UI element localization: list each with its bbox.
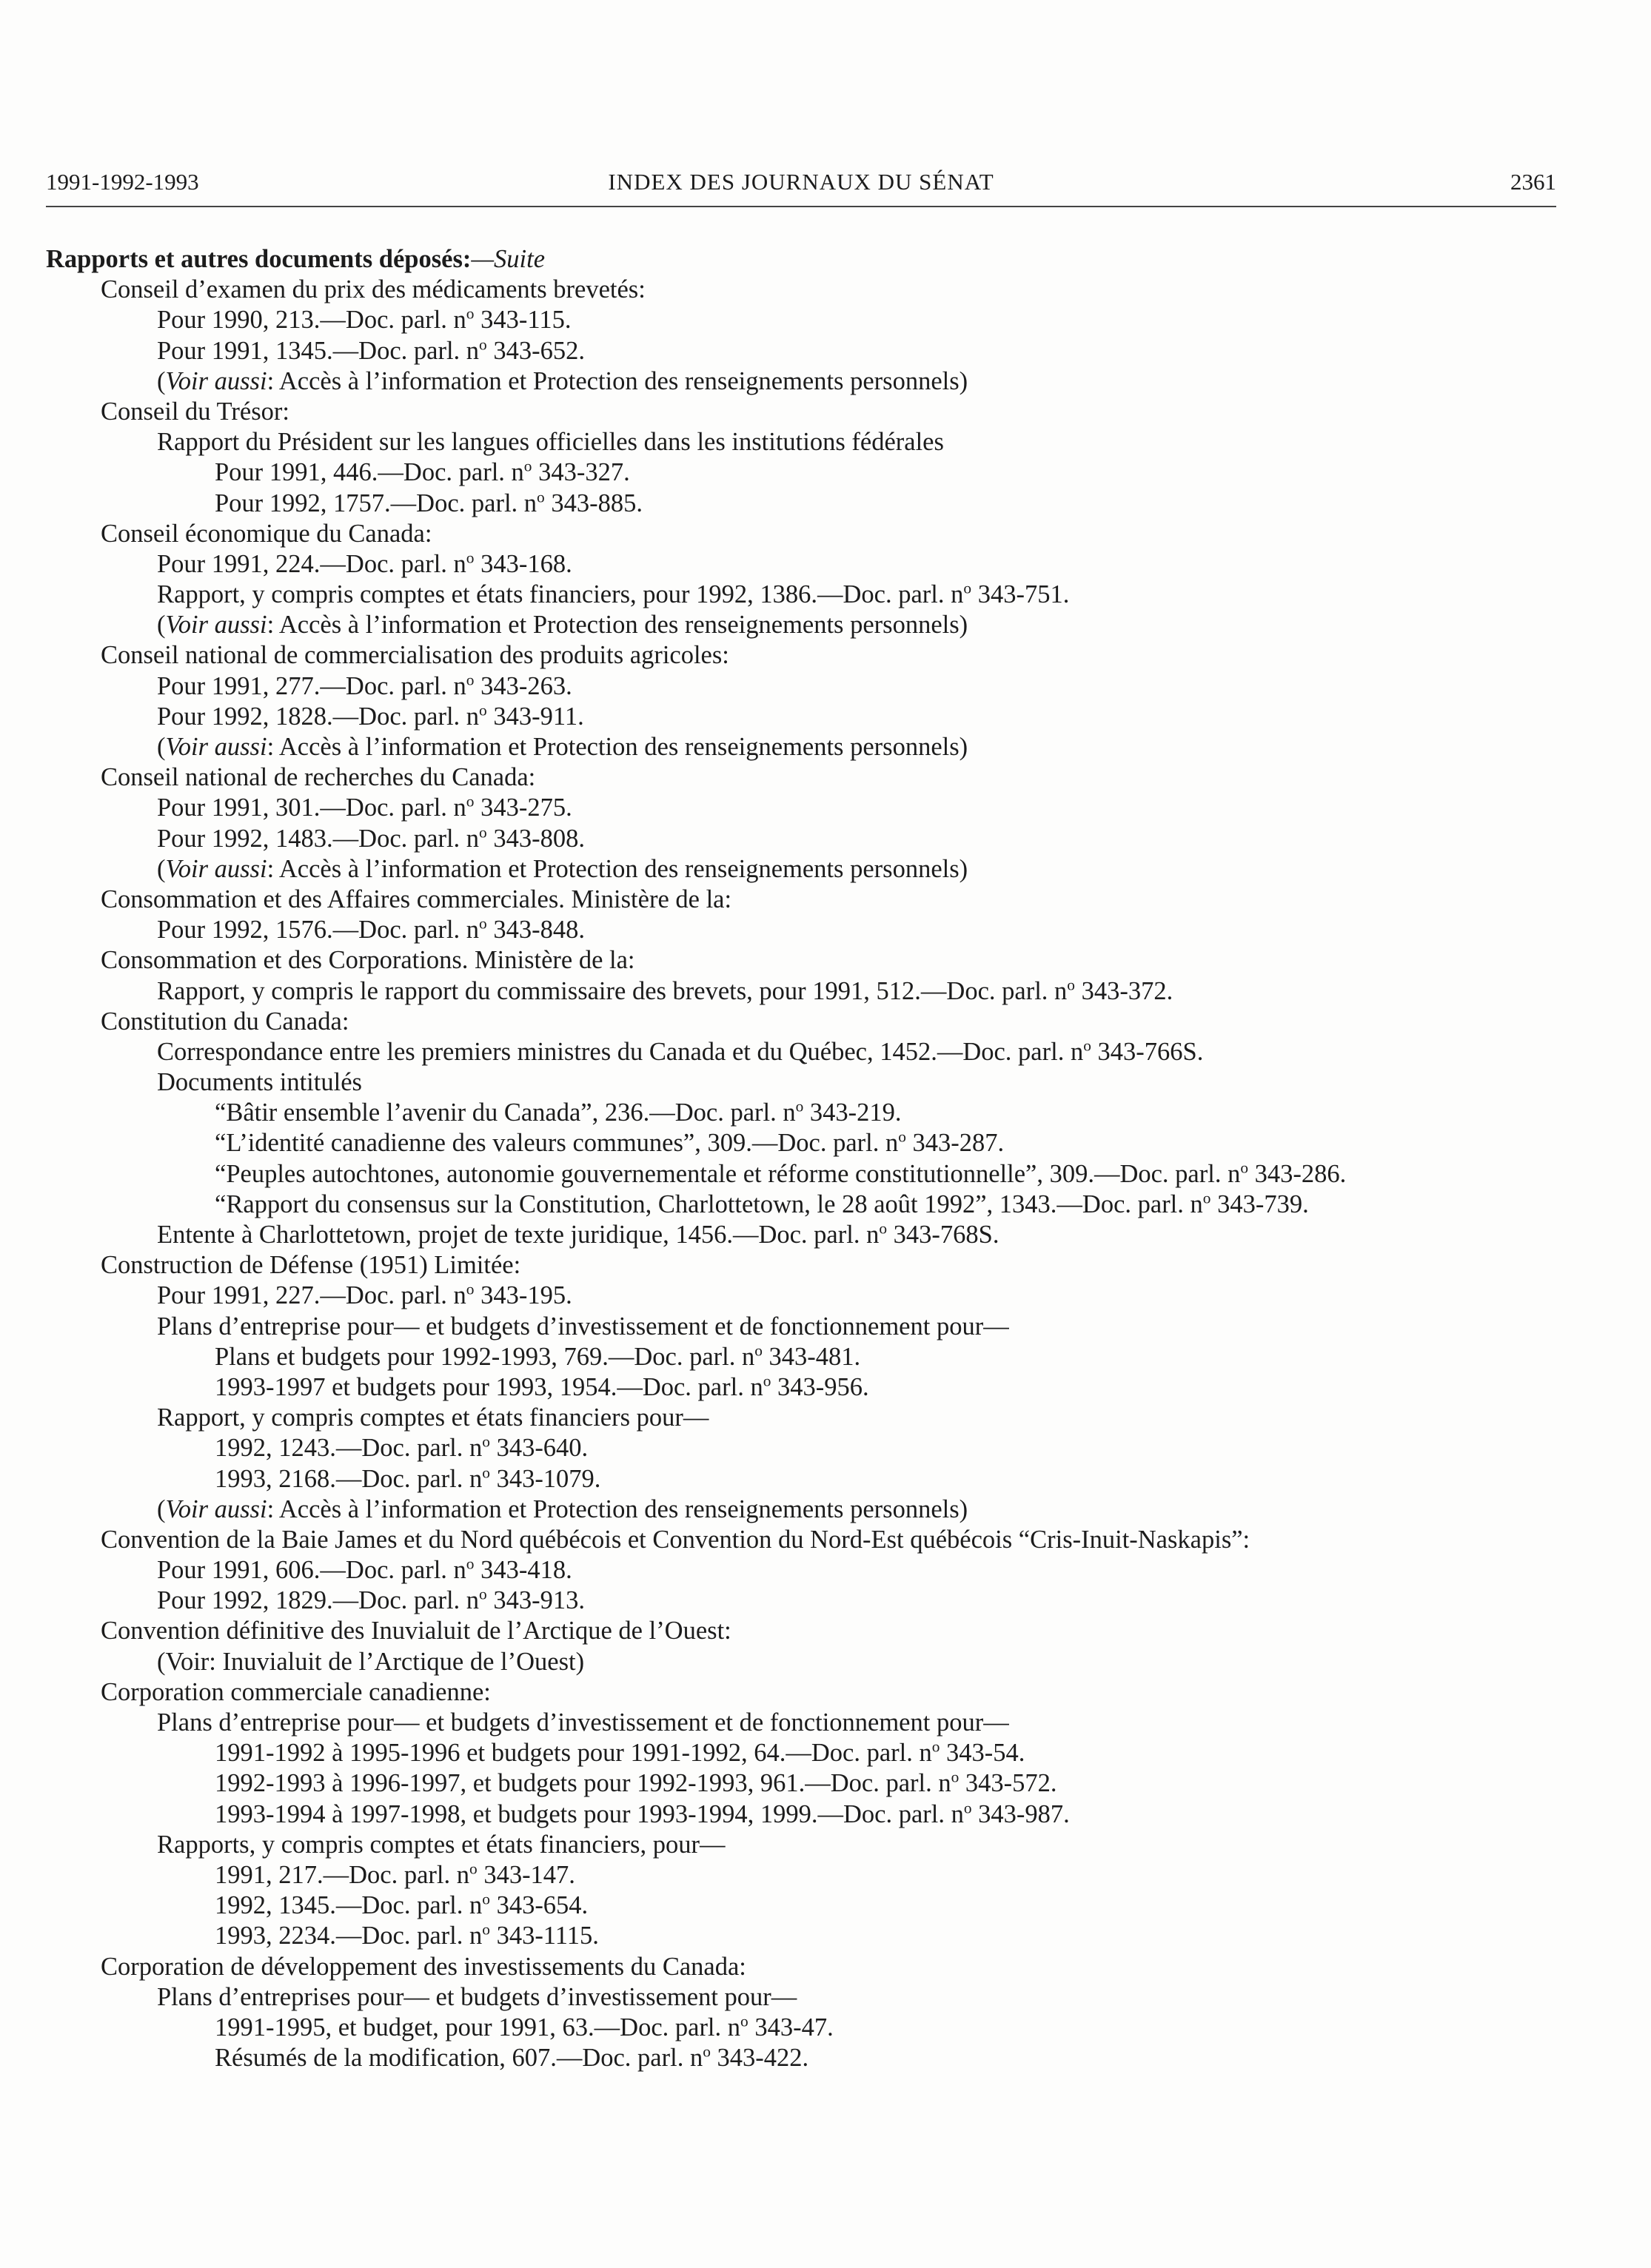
doc-number: 343-168. <box>474 549 572 578</box>
index-line <box>46 610 1608 640</box>
entry-text: Plans d’entreprises pour— et budgets d’investissement pour— <box>157 1982 797 2011</box>
index-line <box>46 1708 1608 1738</box>
entry-text: 1991, 217.—Doc. parl. n <box>215 1860 469 1889</box>
numero-superscript: o <box>479 914 487 933</box>
index-line <box>46 824 1608 854</box>
doc-number: 343-481. <box>762 1342 861 1371</box>
numero-superscript: o <box>482 1890 490 1908</box>
doc-number: 343-147. <box>477 1860 575 1889</box>
doc-number: 343-327. <box>532 458 630 487</box>
index-line <box>46 945 1608 976</box>
doc-number: 343-654. <box>489 1891 589 1920</box>
entry-text: Plans d’entreprise pour— et budgets d’investissement et de fonctionnement pour— <box>157 1312 1009 1341</box>
doc-number: 343-1079. <box>489 1464 601 1493</box>
entry-heading: Consommation et des Corporations. Ministère de la: <box>101 946 635 975</box>
numero-superscript: o <box>740 2012 749 2030</box>
index-line <box>46 1738 1608 1768</box>
index-line <box>46 2013 1608 2043</box>
numero-superscript: o <box>482 1432 490 1451</box>
doc-number: 343-47. <box>748 2013 834 2041</box>
index-line <box>46 1128 1608 1158</box>
index-line <box>46 1586 1608 1616</box>
entry-text: Rapports, y compris comptes et états financiers, pour— <box>157 1830 726 1859</box>
index-line <box>46 1007 1608 1037</box>
doc-number: 343-54. <box>940 1739 1025 1768</box>
doc-number: 343-263. <box>474 671 572 700</box>
entry-heading: Convention de la Baie James et du Nord québécois et Convention du Nord-Est québécois “Cris-Inuit-Naskapis”: <box>101 1525 1250 1554</box>
entry-text: Pour 1991, 227.—Doc. parl. n <box>157 1281 466 1310</box>
numero-superscript: o <box>898 1127 906 1146</box>
numero-superscript: o <box>963 1799 972 1817</box>
index-line <box>46 457 1608 488</box>
index-line <box>46 762 1608 793</box>
index-line <box>46 976 1608 1007</box>
header-rule <box>46 206 1556 207</box>
doc-number: 343-275. <box>474 794 572 822</box>
index-line <box>46 1372 1608 1403</box>
index-line <box>46 1616 1608 1646</box>
index-line <box>46 1464 1608 1494</box>
index-line <box>46 519 1608 549</box>
entry-heading: Construction de Défense (1951) Limitée: <box>101 1251 521 1280</box>
voir-aussi-text: : Accès à l’information et Protection des renseignements personnels) <box>267 1494 968 1523</box>
open-paren: ( <box>157 611 166 640</box>
entry-text: Pour 1991, 1345.—Doc. parl. n <box>157 336 480 365</box>
index-line <box>46 854 1608 885</box>
entry-text: Rapport, y compris le rapport du commissaire des brevets, pour 1991, 512.—Doc. parl. n <box>157 976 1068 1005</box>
numero-superscript: o <box>1067 976 1075 993</box>
index-line <box>46 1860 1608 1890</box>
doc-number: 343-956. <box>771 1372 869 1401</box>
index-line <box>46 427 1608 457</box>
doc-number: 343-286. <box>1248 1159 1347 1188</box>
index-line <box>46 336 1608 366</box>
doc-number: 343-913. <box>486 1586 585 1615</box>
doc-number: 343-652. <box>486 336 585 365</box>
numero-superscript: o <box>795 1097 804 1115</box>
entry-text: Pour 1990, 213.—Doc. parl. n <box>157 306 466 335</box>
index-line <box>46 1525 1608 1555</box>
doc-number: 343-422. <box>710 2044 809 2073</box>
numero-superscript: o <box>931 1737 940 1756</box>
entry-text: Pour 1991, 301.—Doc. parl. n <box>157 794 466 822</box>
entry-heading: Convention définitive des Inuvialuit de l’Arctique de l’Ouest: <box>101 1617 731 1645</box>
index-line <box>46 1768 1608 1799</box>
numero-superscript: o <box>963 579 972 597</box>
index-line <box>46 1433 1608 1463</box>
entry-heading: Corporation commerciale canadienne: <box>101 1677 491 1706</box>
entry-text: Entente à Charlottetown, projet de texte juridique, 1456.—Doc. parl. n <box>157 1221 880 1249</box>
entry-text: (Voir: Inuvialuit de l’Arctique de l’Ouest) <box>157 1647 585 1676</box>
index-line <box>46 1403 1608 1433</box>
entry-text: Plans d’entreprise pour— et budgets d’investissement et de fonctionnement pour— <box>157 1708 1009 1737</box>
entry-text: Pour 1991, 277.—Doc. parl. n <box>157 671 466 700</box>
voir-aussi-text: : Accès à l’information et Protection des renseignements personnels) <box>267 854 968 883</box>
index-line <box>46 1921 1608 1951</box>
doc-number: 343-808. <box>486 824 585 853</box>
entry-text: 1992, 1243.—Doc. parl. n <box>215 1434 483 1463</box>
index-line <box>46 1250 1608 1281</box>
index-line <box>46 275 1608 305</box>
numero-superscript: o <box>469 1859 478 1878</box>
index-line <box>46 1799 1608 1830</box>
index-line <box>46 1952 1608 1982</box>
index-line <box>46 1555 1608 1586</box>
index-line <box>46 397 1608 427</box>
entry-text: “Rapport du consensus sur la Constitution, Charlottetown, le 28 août 1992”, 1343.—Doc. parl. n <box>215 1190 1203 1218</box>
doc-number: 343-1115. <box>489 1922 599 1950</box>
numero-superscript: o <box>879 1219 888 1238</box>
open-paren: ( <box>157 1494 166 1523</box>
voir-aussi-label: Voir aussi <box>165 854 267 883</box>
entry-text: 1993-1997 et budgets pour 1993, 1954.—Doc. parl. n <box>215 1372 763 1401</box>
index-entries <box>46 244 1608 2073</box>
index-line <box>46 1190 1608 1220</box>
entry-text: “L’identité canadienne des valeurs communes”, 309.—Doc. parl. n <box>215 1129 899 1158</box>
entry-text: Pour 1992, 1829.—Doc. parl. n <box>157 1586 480 1615</box>
index-line <box>46 2043 1608 2073</box>
numero-superscript: o <box>754 1341 763 1360</box>
entry-heading: Conseil national de recherches du Canada: <box>101 763 536 792</box>
numero-superscript: o <box>466 1280 475 1298</box>
doc-number: 343-987. <box>971 1799 1070 1828</box>
entry-text: Pour 1992, 1828.—Doc. parl. n <box>157 702 480 731</box>
numero-superscript: o <box>466 792 475 811</box>
voir-aussi-text: : Accès à l’information et Protection des renseignements personnels) <box>267 611 968 640</box>
index-line <box>46 305 1608 335</box>
index-line <box>46 732 1608 762</box>
index-line <box>46 1220 1608 1250</box>
entry-heading: Conseil du Trésor: <box>101 397 289 426</box>
entry-text: 1993, 2168.—Doc. parl. n <box>215 1464 483 1493</box>
doc-number: 343-640. <box>489 1434 589 1463</box>
index-line <box>46 1982 1608 2013</box>
entry-text: Documents intitulés <box>157 1068 362 1097</box>
entry-heading: Conseil d’examen du prix des médicaments brevetés: <box>101 275 646 304</box>
entry-text: Pour 1991, 224.—Doc. parl. n <box>157 549 466 578</box>
header-years: 1991-1992-1993 <box>46 169 199 195</box>
doc-number: 343-766S. <box>1091 1037 1204 1066</box>
doc-number: 343-195. <box>474 1281 572 1310</box>
numero-superscript: o <box>1202 1189 1211 1207</box>
numero-superscript: o <box>482 1463 490 1481</box>
numero-superscript: o <box>523 457 532 475</box>
doc-number: 343-751. <box>971 580 1070 609</box>
entry-text: Rapport, y compris comptes et états financiers pour— <box>157 1403 709 1432</box>
voir-aussi-text: : Accès à l’information et Protection des renseignements personnels) <box>267 366 968 395</box>
entry-heading: Conseil national de commercialisation des produits agricoles: <box>101 641 729 670</box>
doc-number: 343-911. <box>486 702 584 731</box>
entry-text: Pour 1991, 446.—Doc. parl. n <box>215 458 524 487</box>
header-title: INDEX DES JOURNAUX DU SÉNAT <box>608 169 994 195</box>
index-line <box>46 1037 1608 1067</box>
index-line <box>46 885 1608 915</box>
voir-aussi-text: : Accès à l’information et Protection des renseignements personnels) <box>267 733 968 761</box>
entry-text: Rapport, y compris comptes et états financiers, pour 1992, 1386.—Doc. parl. n <box>157 580 964 609</box>
entry-heading: Conseil économique du Canada: <box>101 519 432 548</box>
numero-superscript: o <box>951 1768 960 1786</box>
index-line <box>46 1890 1608 1921</box>
entry-heading: Constitution du Canada: <box>101 1007 349 1036</box>
index-line <box>46 1312 1608 1342</box>
numero-superscript: o <box>482 1920 490 1939</box>
index-line <box>46 671 1608 702</box>
entry-text: Plans et budgets pour 1992-1993, 769.—Doc. parl. n <box>215 1342 755 1371</box>
numero-superscript: o <box>479 701 487 719</box>
entry-text: Résumés de la modification, 607.—Doc. parl. n <box>215 2044 703 2073</box>
index-line <box>46 915 1608 945</box>
entry-text: Pour 1991, 606.—Doc. parl. n <box>157 1556 466 1585</box>
numero-superscript: o <box>763 1372 771 1390</box>
index-line <box>46 366 1608 397</box>
index-line <box>46 640 1608 671</box>
open-paren: ( <box>157 733 166 761</box>
doc-number: 343-418. <box>474 1556 572 1585</box>
numero-superscript: o <box>466 1554 475 1573</box>
numero-superscript: o <box>1083 1036 1091 1055</box>
voir-aussi-label: Voir aussi <box>165 611 267 640</box>
entry-text: 1992-1993 à 1996-1997, et budgets pour 1992-1993, 961.—Doc. parl. n <box>215 1769 951 1798</box>
index-line <box>46 1067 1608 1098</box>
voir-aussi-label: Voir aussi <box>165 733 267 761</box>
index-line <box>46 1830 1608 1860</box>
entry-text: “Bâtir ensemble l’avenir du Canada”, 236.—Doc. parl. n <box>215 1098 796 1127</box>
index-line <box>46 1159 1608 1190</box>
voir-aussi-label: Voir aussi <box>165 366 267 395</box>
doc-number: 343-287. <box>905 1129 1005 1158</box>
entry-text: “Peuples autochtones, autonomie gouvernementale et réforme constitutionnelle”, 309.—Doc. parl. n <box>215 1159 1241 1188</box>
index-line <box>46 1342 1608 1372</box>
index-line <box>46 580 1608 610</box>
numero-superscript: o <box>479 1585 487 1603</box>
numero-superscript: o <box>1240 1158 1249 1177</box>
index-line <box>46 1677 1608 1708</box>
numero-superscript: o <box>466 304 475 323</box>
section-suffix: —Suite <box>471 245 546 273</box>
index-line <box>46 1098 1608 1128</box>
index-line <box>46 1647 1608 1677</box>
index-line <box>46 793 1608 823</box>
entry-text: 1991-1992 à 1995-1996 et budgets pour 1991-1992, 64.—Doc. parl. n <box>215 1739 932 1768</box>
section-title: Rapports et autres documents déposés: <box>46 245 472 273</box>
index-line <box>46 1494 1608 1525</box>
page-number: 2361 <box>1510 169 1556 195</box>
voir-aussi-label: Voir aussi <box>165 1494 267 1523</box>
entry-text: 1991-1995, et budget, pour 1991, 63.—Doc. parl. n <box>215 2013 741 2041</box>
index-line <box>46 702 1608 732</box>
entry-text: 1993-1994 à 1997-1998, et budgets pour 1993-1994, 1999.—Doc. parl. n <box>215 1799 964 1828</box>
numero-superscript: o <box>466 548 475 567</box>
entry-text: Pour 1992, 1483.—Doc. parl. n <box>157 824 480 853</box>
open-paren: ( <box>157 366 166 395</box>
entry-text: Pour 1992, 1757.—Doc. parl. n <box>215 489 538 517</box>
index-line <box>46 549 1608 580</box>
numero-superscript: o <box>703 2042 711 2061</box>
numero-superscript: o <box>537 488 545 506</box>
entry-text: 1993, 2234.—Doc. parl. n <box>215 1922 483 1950</box>
doc-number: 343-768S. <box>887 1221 999 1249</box>
doc-number: 343-572. <box>959 1769 1057 1798</box>
entry-text: Correspondance entre les premiers ministres du Canada et du Québec, 1452.—Doc. parl. n <box>157 1037 1084 1066</box>
open-paren: ( <box>157 854 166 883</box>
doc-number: 343-885. <box>544 489 643 517</box>
index-line <box>46 489 1608 519</box>
doc-number: 343-739. <box>1210 1190 1309 1218</box>
numero-superscript: o <box>479 823 487 842</box>
entry-text: Rapport du Président sur les langues officielles dans les institutions fédérales <box>157 428 944 457</box>
page-header <box>46 166 1556 198</box>
entry-heading: Consommation et des Affaires commerciales. Ministère de la: <box>101 885 732 913</box>
doc-number: 343-372. <box>1074 976 1173 1005</box>
entry-text: Pour 1992, 1576.—Doc. parl. n <box>157 916 480 945</box>
entry-text: 1992, 1345.—Doc. parl. n <box>215 1891 483 1920</box>
entry-heading: Corporation de développement des investissements du Canada: <box>101 1952 746 1981</box>
doc-number: 343-219. <box>803 1098 902 1127</box>
numero-superscript: o <box>479 335 487 354</box>
index-line <box>46 1281 1608 1311</box>
numero-superscript: o <box>466 671 475 689</box>
doc-number: 343-115. <box>474 306 572 335</box>
section-heading <box>46 244 1608 275</box>
doc-number: 343-848. <box>486 916 585 945</box>
